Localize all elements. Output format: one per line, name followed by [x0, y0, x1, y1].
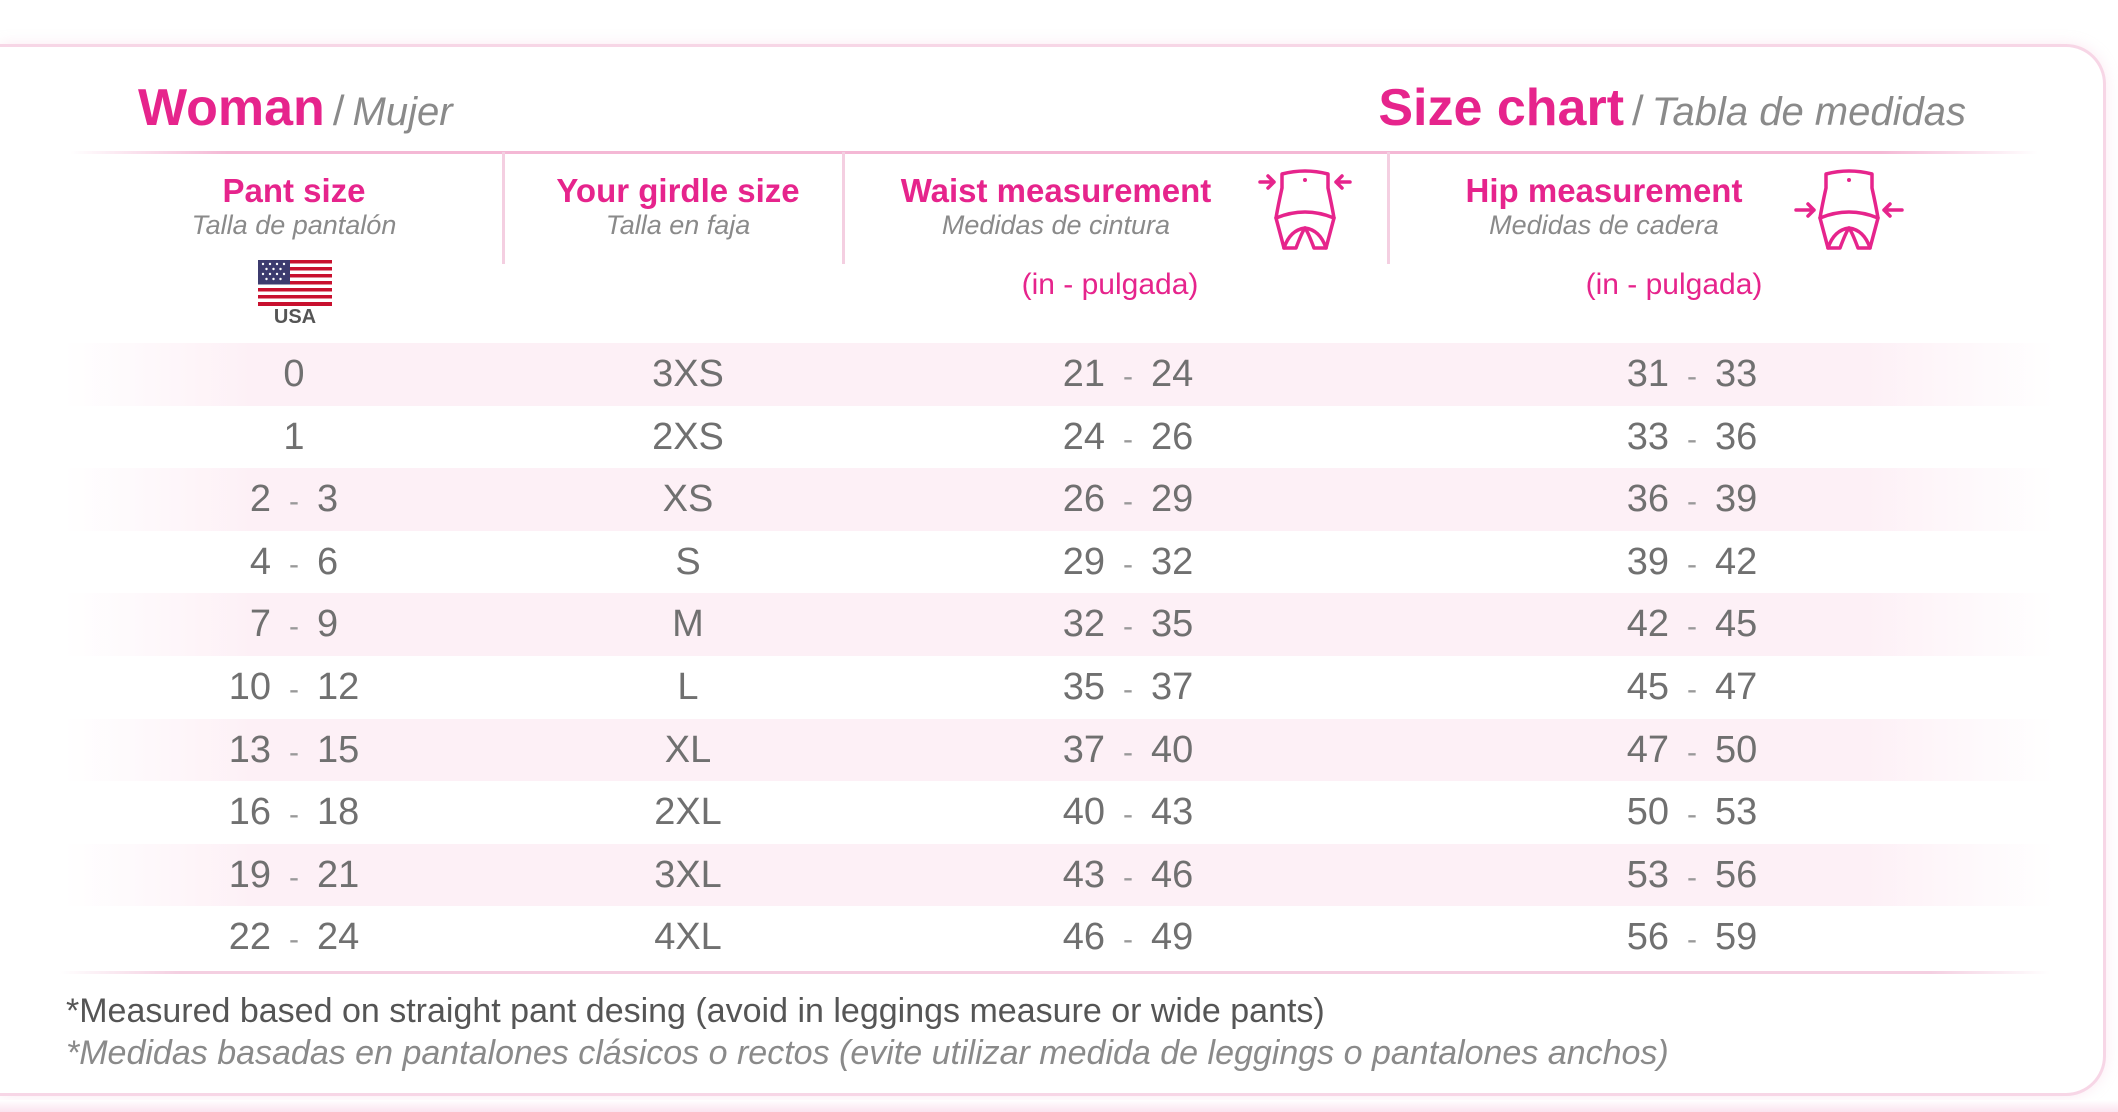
hip-cell: 47 - 50 [1626, 728, 1758, 771]
woman-title [138, 78, 453, 138]
note-english: *Measured based on straight pant desing (avoid in leggings measure or wide pants) [66, 992, 1325, 1030]
waist-cell: 35 - 37 [1062, 665, 1194, 708]
size-chart-title-sub: Tabla de medidas [1651, 90, 1966, 134]
notes-divider [60, 971, 2050, 974]
girdle-size-cell: L [677, 665, 699, 708]
waist-measure-icon [1258, 166, 1352, 252]
column-subtitle: Medidas de cadera [1489, 210, 1719, 240]
pant-size-cell: 4 - 6 [249, 540, 339, 583]
column-subtitle: Medidas de cintura [941, 210, 1171, 240]
girdle-size-cell: XS [662, 478, 714, 521]
waist-cell: 26 - 29 [1062, 478, 1194, 521]
hip-cell: 33 - 36 [1626, 415, 1758, 458]
note-spanish: *Medidas basadas en pantalones clásicos o rectos (evite utilizar medida de leggings o pantalones anchos) [66, 1034, 1669, 1072]
table-row [0, 468, 2118, 531]
waist-cell: 32 - 35 [1062, 603, 1194, 646]
size-chart-title-main: Size chart [1378, 79, 1625, 137]
pant-size-cell: 7 - 9 [249, 603, 339, 646]
title-separator: / [332, 87, 345, 134]
waist-cell: 46 - 49 [1062, 916, 1194, 959]
girdle-size-cell: XL [664, 728, 712, 771]
bottom-band [0, 1100, 2118, 1112]
hip-cell: 39 - 42 [1626, 540, 1758, 583]
girdle-size-cell: 2XS [652, 415, 724, 458]
pant-size-cell: 2 - 3 [249, 478, 339, 521]
waist-unit: (in - pulgada) [1021, 268, 1199, 301]
size-table-body [0, 343, 2118, 969]
table-row [0, 593, 2118, 656]
table-row [0, 906, 2118, 969]
size-chart-title [1378, 78, 1966, 138]
hip-cell: 42 - 45 [1626, 603, 1758, 646]
waist-cell: 24 - 26 [1062, 415, 1194, 458]
table-row [0, 531, 2118, 594]
column-subtitle: Talla en faja [605, 210, 751, 240]
waist-cell: 40 - 43 [1062, 791, 1194, 834]
hip-cell: 53 - 56 [1626, 853, 1758, 896]
hip-cell: 31 - 33 [1626, 353, 1758, 395]
column-title: Pant size [222, 172, 366, 209]
girdle-size-cell: 4XL [654, 916, 722, 959]
flag-label: USA [273, 306, 317, 328]
pant-size-cell: 19 - 21 [228, 853, 360, 896]
woman-title-sub: Mujer [352, 90, 453, 134]
girdle-size-cell: S [675, 540, 701, 583]
column-header-hip [1404, 172, 1804, 240]
hip-cell: 50 - 53 [1626, 791, 1758, 834]
table-row [0, 343, 2118, 406]
table-row [0, 719, 2118, 782]
table-row [0, 656, 2118, 719]
girdle-size-cell: 3XS [652, 353, 724, 395]
column-header-pant-size [94, 172, 494, 240]
girdle-size-cell: 3XL [654, 853, 722, 896]
waist-cell: 29 - 32 [1062, 540, 1194, 583]
waist-cell: 21 - 24 [1062, 353, 1194, 395]
pant-size-cell: 10 - 12 [228, 665, 360, 708]
column-header-girdle-size [478, 172, 878, 240]
hip-cell: 45 - 47 [1626, 665, 1758, 708]
hip-unit: (in - pulgada) [1585, 268, 1763, 301]
column-divider [1387, 152, 1390, 264]
waist-cell: 43 - 46 [1062, 853, 1194, 896]
table-row [0, 844, 2118, 907]
girdle-size-cell: 2XL [654, 791, 722, 834]
column-title: Waist measurement [900, 172, 1212, 209]
woman-title-main: Woman [138, 79, 325, 137]
column-subtitle: Talla de pantalón [191, 210, 397, 240]
girdle-size-cell: M [672, 603, 704, 646]
pant-size-cell: 22 - 24 [228, 916, 360, 959]
column-title: Your girdle size [556, 172, 800, 209]
hip-cell: 56 - 59 [1626, 916, 1758, 959]
waist-cell: 37 - 40 [1062, 728, 1194, 771]
pant-size-cell: 0 [283, 353, 305, 395]
column-title: Hip measurement [1465, 172, 1743, 209]
title-separator: / [1632, 87, 1644, 134]
hip-measure-icon [1794, 166, 1904, 252]
title-divider [70, 151, 2038, 154]
pant-size-cell: 16 - 18 [228, 791, 360, 834]
pant-size-cell: 13 - 15 [228, 728, 360, 771]
pant-size-cell: 1 [283, 415, 305, 458]
column-header-waist [856, 172, 1256, 240]
usa-flag-icon [258, 260, 332, 306]
table-row [0, 781, 2118, 844]
table-row [0, 406, 2118, 469]
hip-cell: 36 - 39 [1626, 478, 1758, 521]
